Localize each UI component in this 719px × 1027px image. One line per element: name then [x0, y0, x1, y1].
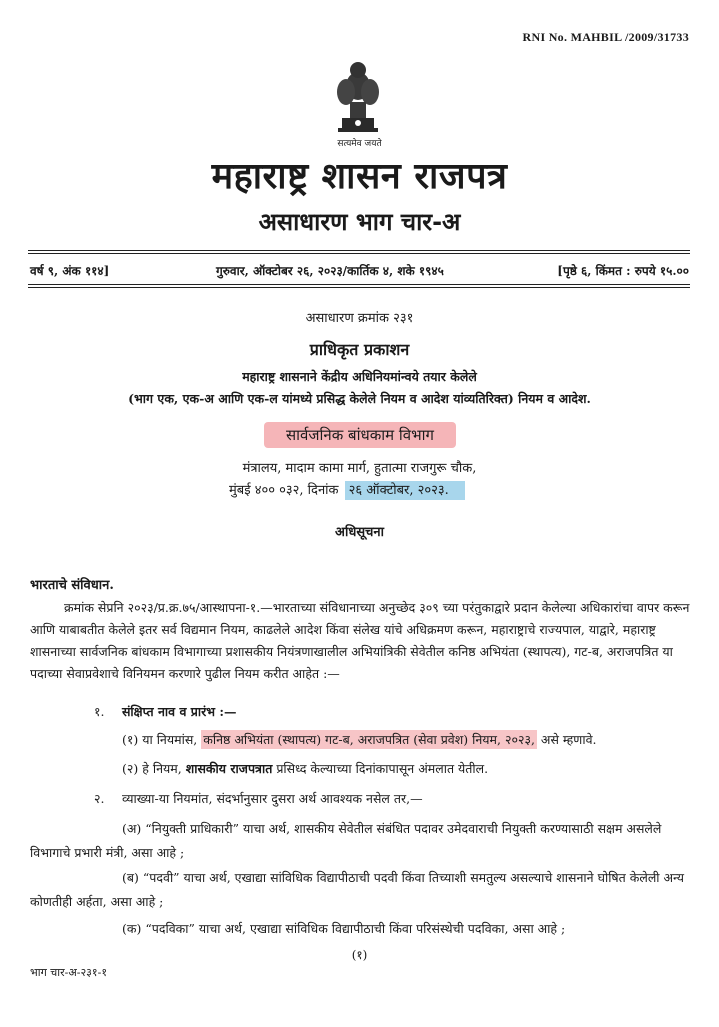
national-emblem-icon — [328, 56, 388, 136]
address-city: मुंबई ४०० ०३२, दिनांक — [229, 483, 339, 498]
department-highlight — [264, 422, 456, 448]
section-1-heading — [94, 703, 236, 720]
header-rule-top — [28, 250, 690, 251]
preamble-paragraph: क्रमांक सेप्रनि २०२३/प्र.क्र.७५/आस्थापना-१.—भारताच्या संविधानाच्या अनुच्छेद ३०९ च्या परंतुकाद्वारे प्रदान केलेल्या अधिकारांचा वापर करून आणि याबाबतीत केलेले इतर सर्व विद्यमान नियम, काढलेले आदेश किंवा संलेख यांचे अधिक्रमण करून, महाराष्ट्राचे राज्यपाल, याद्वारे, महाराष्ट्र शासनाच्या सार्वजनिक बांधकाम विभागाच्या प्रशासकीय नियंत्रणाखालील अभियांत्रिकी सेवेतील कनिष्ठ अभियंता (स्थापत्य), गट-ब, अराजपत्रित या पदाच्या सेवाप्रवेशाचे विनियमन करणारे पुढील नियम करीत आहेत :— — [30, 600, 690, 681]
issue-date: गुरुवार, ऑक्टोबर २६, २०२३/कार्तिक ४, शके १९४५ — [216, 264, 444, 278]
gazette-title: महाराष्ट्र शासन राजपत्र — [211, 156, 508, 197]
header-rule-bottom-thin — [28, 287, 690, 288]
volume-issue: वर्ष ९, अंक ११४] — [30, 264, 110, 278]
notification-date: २६ ऑक्टोबर, २०२३. — [345, 481, 465, 500]
authorized-publication: प्राधिकृत प्रकाशन — [309, 340, 410, 359]
page-number: (१) — [351, 948, 368, 962]
rule-1-1 — [122, 731, 597, 748]
intro-line-2: (भाग एक, एक-अ आणि एक-ल यांमध्ये प्रसिद्ध केलेले नियम व आदेश यांव्यतिरिक्त) नियम व आदेश. — [128, 391, 591, 406]
section-2-number: २. — [94, 791, 105, 806]
emblem-motto: सत्यमेव जयते — [337, 139, 382, 149]
footer-code: भाग चार-अ-२३१-१ — [30, 966, 108, 979]
section-1-title: संक्षिप्त नाव व प्रारंभ :— — [121, 704, 237, 719]
section-2-heading — [94, 790, 423, 807]
header-rule-top-thin — [28, 253, 690, 254]
address-line-2 — [229, 478, 465, 504]
intro-line-1: महाराष्ट्र शासनाने केंद्रीय अधिनियमांन्वये तयार केलेले — [242, 369, 477, 384]
definition-b: (ब) “पदवी” याचा अर्थ, एखाद्या सांविधिक विद्यापीठाची पदवी किंवा तिच्याशी समतुल्य असल्याचे शासनाने घोषित केलेली अन्य कोणतीही अर्हता, असा आहे ; — [30, 870, 684, 909]
constitution-heading: भारताचे संविधान. — [30, 578, 114, 593]
rule-1-1-suffix: असे म्हणावे. — [540, 732, 597, 747]
notification-heading: अधिसूचना — [335, 525, 384, 540]
section-1-number: १. — [94, 704, 105, 719]
rule-1-2-suffix: प्रसिध्द केल्याच्या दिनांकापासून अंमलात येतील. — [276, 761, 489, 776]
gazette-subtitle: असाधारण भाग चार-अ — [258, 208, 461, 236]
address-line-1: मंत्रालय, मादाम कामा मार्ग, हुतात्मा राजगुरू चौक, — [242, 461, 477, 476]
rule-1-2-bold: शासकीय राजपत्रात — [185, 761, 273, 776]
rule-title-highlight: कनिष्ठ अभियंता (स्थापत्य) गट-ब, अराजपत्रित (सेवा प्रवेश) नियम, २०२३, — [203, 732, 535, 747]
section-2-text: व्याख्या-या नियमांत, संदर्भानुसार दुसरा अर्थ आवश्यक नसेल तर,— — [121, 791, 423, 806]
definition-a: (अ) “नियुक्ती प्राधिकारी” याचा अर्थ, शासकीय सेवेतील संबंधित पदावर उमेदवाराची नियुक्ती करण्यासाठी सक्षम असलेले विभागाचे प्रभारी मंत्री, असा आहे ; — [30, 821, 662, 860]
rule-1-1-prefix: (१) या नियमांस, — [122, 732, 198, 747]
pages-price: [पृष्ठे ६, किंमत : रुपये १५.०० — [557, 264, 689, 278]
department-name: सार्वजनिक बांधकाम विभाग — [286, 426, 434, 444]
header-rule-bottom — [28, 284, 690, 285]
extraordinary-number: असाधारण क्रमांक २३१ — [305, 311, 414, 326]
rni-number: RNI No. MAHBIL /2009/31733 — [522, 30, 689, 44]
rule-1-2-prefix: (२) हे नियम, — [122, 761, 182, 776]
rule-1-2 — [122, 760, 488, 777]
definition-k: (क) “पदविका” याचा अर्थ, एखाद्या सांविधिक विद्यापीठाची किंवा परिसंस्थेची पदविका, असा आहे ; — [122, 921, 566, 936]
